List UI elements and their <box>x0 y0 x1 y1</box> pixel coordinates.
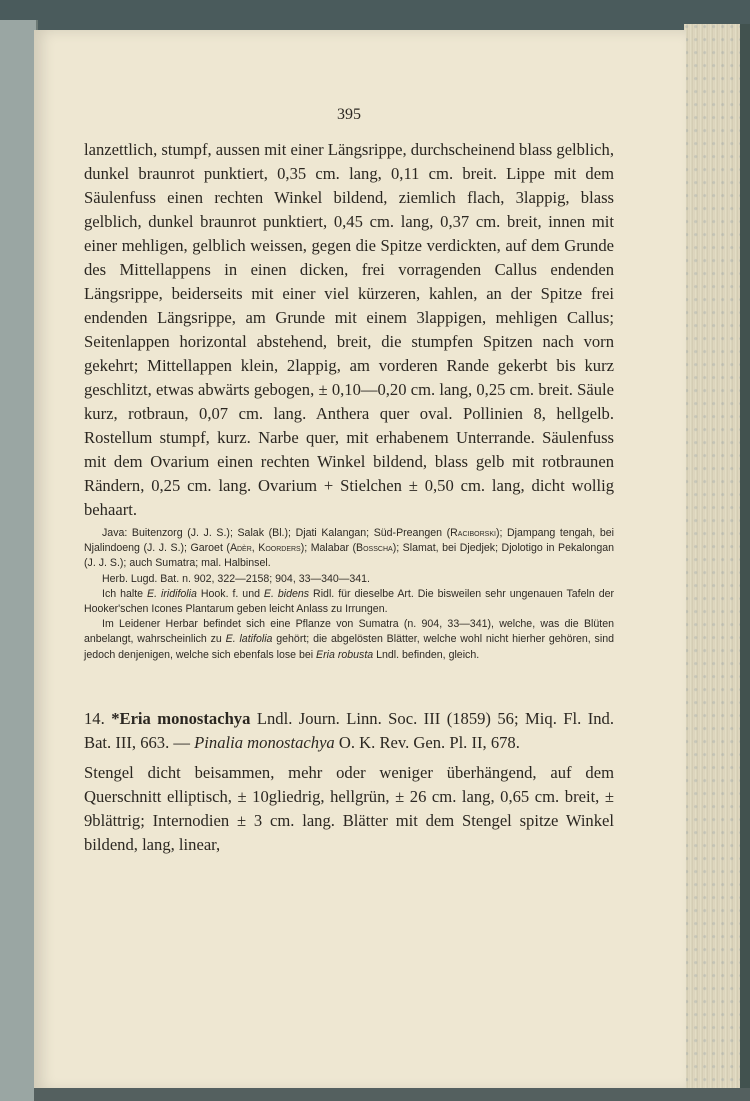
synonym-note: Ich halte E. iridifolia Hook. f. und E. bidens Ridl. für dieselbe Art. Die bisweilen sehr ungenauen Tafeln der Hooker'schen Icones Plantarum geben leicht Anlass zu Irrungen. <box>84 587 615 616</box>
book-cover-left <box>0 20 38 1101</box>
book-cover-right <box>740 24 750 1101</box>
book-cover-bottom <box>34 1088 750 1101</box>
entry-number: 14. <box>84 708 105 728</box>
page-number: 395 <box>337 106 361 123</box>
distribution-label: Java: <box>102 527 128 539</box>
species-entry-heading: 14. *Eria monostachya Lndl. Journ. Linn. Soc. III (1859) 56; Miq. Fl. Ind. Bat. III, 663. — Pinalia monostachya O. K. Rev. Gen. Pl. II, 678. <box>84 708 614 752</box>
page-content <box>84 100 614 857</box>
distribution-note: Java: Buitenzorg (J. J. S.); Salak (Bl.); Djati Kalangan; Süd-Preangen (Raciborski); Djampang tengah, bei Njalindoeng (J. J. S.); Garoet (Adèr, Koorders); Malabar (Bosscha); Slamat, bei Djedjek; Djolotigo in Pekalongan (J. J. S.); auch Sumatra; mal. Halbinsel. <box>84 527 614 570</box>
herbarium-reference: Herb. Lugd. Bat. n. 902, 322—2158; 904, 33—340—341. <box>102 572 370 585</box>
species-description: lanzettlich, stumpf, aussen mit einer Längsrippe, durchscheinend blass gelblich, dunkel braunrot punktiert, 0,35 cm. lang, 0,11 cm. breit. Lippe mit dem Säulenfuss einen rechten Winkel bildend, ziemlich flach, 3lappig, blass gelblich, dunkel braunrot punktiert, 0,45 cm. lang, 0,37 cm. breit, innen mit einer mehligen, gelblich weissen, gegen die Spitze verdickten, auf dem Grunde des Mittellappens in einen dicken, frei vorragenden Callus endenden Längsrippe, beiderseits mit einer viel kürzeren, kahlen, an der Spitze frei endenden Längsrippe, am Grunde mit einem 3lappigen, mehligen Callus; Seitenlappen horizontal abstehend, breit, die stumpfen Spitzen nach vorn gekehrt; Mittellappen klein, 2lappig, am vorderen Rande gekerbt bis kurz geschlitzt, etwas abwärts gebogen, ± 0,10—0,20 cm. lang, 0,25 cm. breit. Säule kurz, rotbraun, 0,07 cm. lang. Anthera quer oval. Pollinien 8, hellgelb. Rostellum stumpf, kurz. Narbe quer, mit erhabenem Unterrande. Säulenfuss mit dem Ovarium einen rechten Winkel bildend, blass gelb mit rotbraunen Rändern, 0,25 cm. lang. Ovarium + Stielchen ± 0,50 cm. lang, dicht wollig behaart. <box>84 140 614 519</box>
page-edges <box>684 24 742 1096</box>
species-name: *Eria monostachya <box>111 708 251 728</box>
species-entry-description: Stengel dicht beisammen, mehr oder weniger überhängend, auf dem Querschnitt elliptisch, ± 10gliedrig, hellgrün, ± 26 cm. lang, 0,65 cm. breit, ± 9blättrig; Internodien ± 3 cm. lang. Blätter mit dem Stengel spitze Winkel bildend, lang, linear, <box>84 762 614 854</box>
herbarium-note: Im Leidener Herbar befindet sich eine Pflanze von Sumatra (n. 904, 33—341), welche, was die Blüten anbelangt, wahrscheinlich zu E. latifolia gehört; die abgelösten Blätter, welche wohl nicht hierher gehören, sind jedoch denjenigen, welche sich ebenfals lose bei Eria robusta Lndl. befinden, gleich. <box>84 618 614 661</box>
